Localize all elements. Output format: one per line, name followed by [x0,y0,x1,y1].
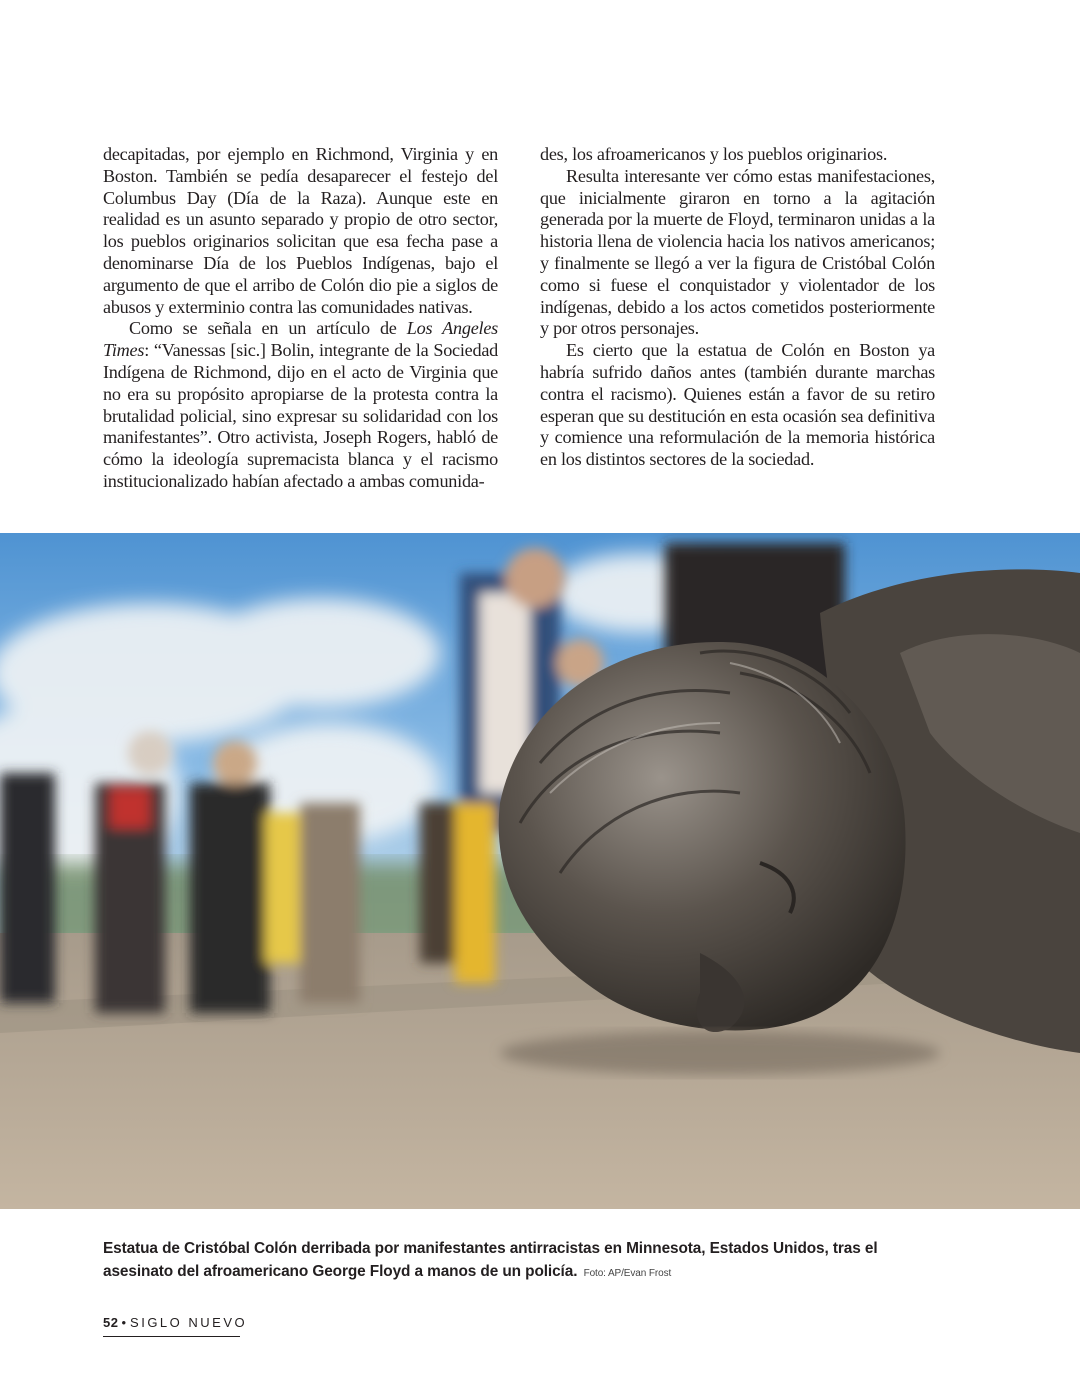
source-title: Los Angeles Times [103,318,498,361]
caption-text: Estatua de Cristóbal Colón derribada por manifestantes antirracistas en Minnesota, Estados Unidos, tras el asesinato del afroamericano George Floyd a manos de un policía. [103,1240,878,1280]
photo-caption [103,1237,933,1285]
body-paragraph: Resulta interesante ver cómo estas manifestaciones, que inicialmente giraron en torno a la agitación generada por la muerte de Floyd, terminaron unidas a la historia llena de violencia hacia los nativos americanos; y finalmente se llegó a ver la figura de Cristóbal Colón como si fuese el conquistador y violentador de los indígenas, debido a los actos cometidos posteriormente y por otros personajes. [540,165,935,339]
folio-separator: • [121,1315,127,1330]
body-paragraph: decapitadas, por ejemplo en Richmond, Virginia y en Boston. También se pedía desaparecer el festejo del Columbus Day (Día de la Raza). Aunque este en realidad es un asunto separado y propio de otro sector, los pueblos originarios solicitan que esa fecha pase a denominarse Día de los Pueblos Indígenas, bajo el argumento de que el arribo de Colón dio pie a siglos de abusos y exterminio contra las comunidades nativas. [103,144,498,317]
article-column-right [540,144,935,471]
photo-credit: Foto: AP/Evan Frost [583,1268,672,1279]
folio-divider [103,1336,240,1337]
statue-photo [0,533,1080,1209]
body-text: : “Vanessas [sic.] Bolin, integrante de la Sociedad Indígena de Richmond, dijo en el acto de Virginia que no era su propósito apropiarse de la protesta contra la brutalidad policial, sino expresar su solidaridad con los manifestantes”. Otro activista, Joseph Rogers, habló de cómo la ideología supremacista blanca y el racismo institucionalizado habían afectado a ambas comunida- [103,340,498,491]
article-column-left [103,144,498,493]
body-paragraph: Es cierto que la estatua de Colón en Boston ya habría sufrido daños antes (también durante marchas contra el racismo). Quienes están a favor de su retiro esperan que su destitución en esta ocasión sea definitiva y comience una reformulación de la memoria histórica en los distintos sectores de la sociedad. [540,340,935,470]
body-text: Como se señala en un artículo de [129,318,407,339]
page-folio [103,1315,247,1330]
publication-name: SIGLO NUEVO [130,1315,248,1330]
body-paragraph [103,318,498,492]
body-paragraph: des, los afroamericanos y los pueblos originarios. [540,144,888,164]
page-number: 52 [103,1315,119,1330]
